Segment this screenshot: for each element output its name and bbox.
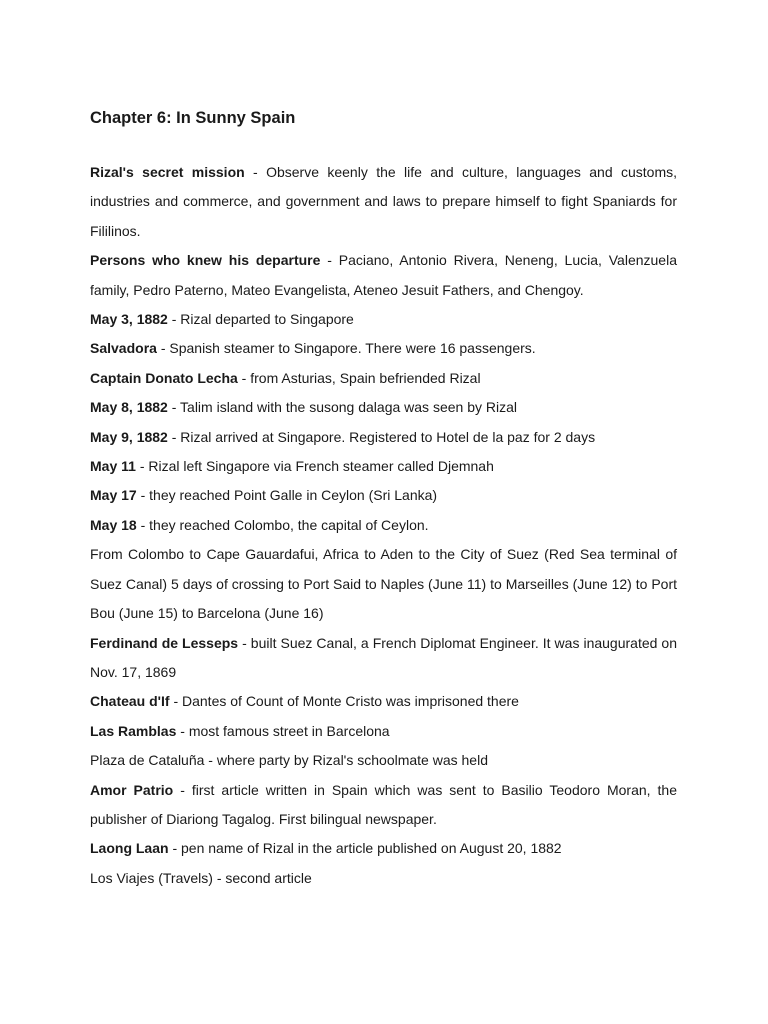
entry-persons-knew-departure — [90, 246, 677, 305]
entry-text: - Dantes of Count of Monte Cristo was imprisoned there — [169, 693, 519, 710]
entry-term: Laong Laan — [90, 840, 169, 857]
entry-may-3 — [90, 305, 677, 334]
entry-term: Ferdinand de Lesseps — [90, 634, 239, 651]
entry-text: - they reached Colombo, the capital of Ceylon. — [136, 516, 429, 533]
entry-term: Persons who knew his departure — [90, 252, 321, 269]
entry-amor-patrio — [90, 776, 677, 835]
entry-text: - from Asturias, Spain befriended Rizal — [237, 369, 481, 386]
entry-colombo-route — [90, 540, 677, 628]
entry-text: Los Viajes (Travels) - second article — [90, 869, 312, 886]
entry-text: Plaza de Cataluña - where party by Rizal's schoolmate was held — [90, 752, 488, 769]
entry-term: Amor Patrio — [90, 781, 174, 798]
entry-ferdinand-de-lesseps — [90, 629, 677, 688]
title-spacer — [90, 136, 677, 158]
entry-secret-mission — [90, 158, 677, 246]
entry-los-viajes — [90, 864, 677, 893]
entry-salvadora — [90, 334, 677, 363]
entry-chateau-dif — [90, 687, 677, 716]
entry-term: Las Ramblas — [90, 722, 177, 739]
entry-plaza-de-cataluna — [90, 746, 677, 775]
entry-text: - first article written in Spain which was sent to Basilio Teodoro Moran, the publisher of Diariong Tagalog. First bilingual newspaper. — [90, 781, 677, 827]
entry-term: May 17 — [90, 487, 137, 504]
entry-text: - most famous street in Barcelona — [176, 722, 390, 739]
entry-text: - Spanish steamer to Singapore. There were 16 passengers. — [156, 340, 536, 357]
entry-text: - Paciano, Antonio Rivera, Neneng, Lucia, Valenzuela family, Pedro Paterno, Mateo Evangelista, Ateneo Jesuit Fathers, and Chengoy. — [90, 252, 677, 298]
entry-text: - Talim island with the susong dalaga was seen by Rizal — [167, 399, 517, 416]
entry-text: - built Suez Canal, a French Diplomat Engineer. It was inaugurated on Nov. 17, 1869 — [90, 634, 678, 680]
entry-las-ramblas — [90, 717, 677, 746]
entry-may-17 — [90, 481, 677, 510]
document-page — [90, 100, 677, 893]
entry-term: May 11 — [90, 458, 136, 475]
entry-term: May 9, 1882 — [90, 428, 168, 445]
entry-text: - pen name of Rizal in the article published on August 20, 1882 — [168, 840, 562, 857]
entry-may-9 — [90, 423, 677, 452]
entry-captain-donato-lecha — [90, 364, 677, 393]
entry-term: Captain Donato Lecha — [90, 369, 238, 386]
entry-term: Rizal's secret mission — [90, 164, 245, 180]
entry-text: - they reached Point Galle in Ceylon (Sri Lanka) — [136, 487, 438, 504]
entry-may-11 — [90, 452, 677, 481]
entry-term: Salvadora — [90, 340, 157, 357]
entry-text: - Rizal arrived at Singapore. Registered to Hotel de la paz for 2 days — [167, 428, 596, 445]
entry-text: - Rizal left Singapore via French steamer called Djemnah — [135, 458, 494, 475]
entry-text: - Observe keenly the life and culture, languages and customs, industries and commerce, and government and laws to prepare himself to fight Spaniards for Fililinos. — [90, 164, 677, 239]
entry-may-8 — [90, 393, 677, 422]
entry-text: - Rizal departed to Singapore — [167, 311, 354, 328]
entry-text: From Colombo to Cape Gauardafui, Africa to Aden to the City of Suez (Red Sea terminal of Suez Canal) 5 days of crossing to Port Said to Naples (June 11) to Marseilles (June 12) to Port Bou (June 15) to Barcelona (June 16) — [90, 546, 677, 622]
chapter-title: Chapter 6: In Sunny Spain — [90, 109, 296, 127]
entry-term: May 8, 1882 — [90, 399, 168, 416]
entry-term: May 3, 1882 — [90, 311, 168, 328]
entry-term: Chateau d'If — [90, 693, 170, 710]
entry-term: May 18 — [90, 516, 137, 533]
entry-laong-laan — [90, 834, 677, 863]
entry-may-18 — [90, 511, 677, 540]
